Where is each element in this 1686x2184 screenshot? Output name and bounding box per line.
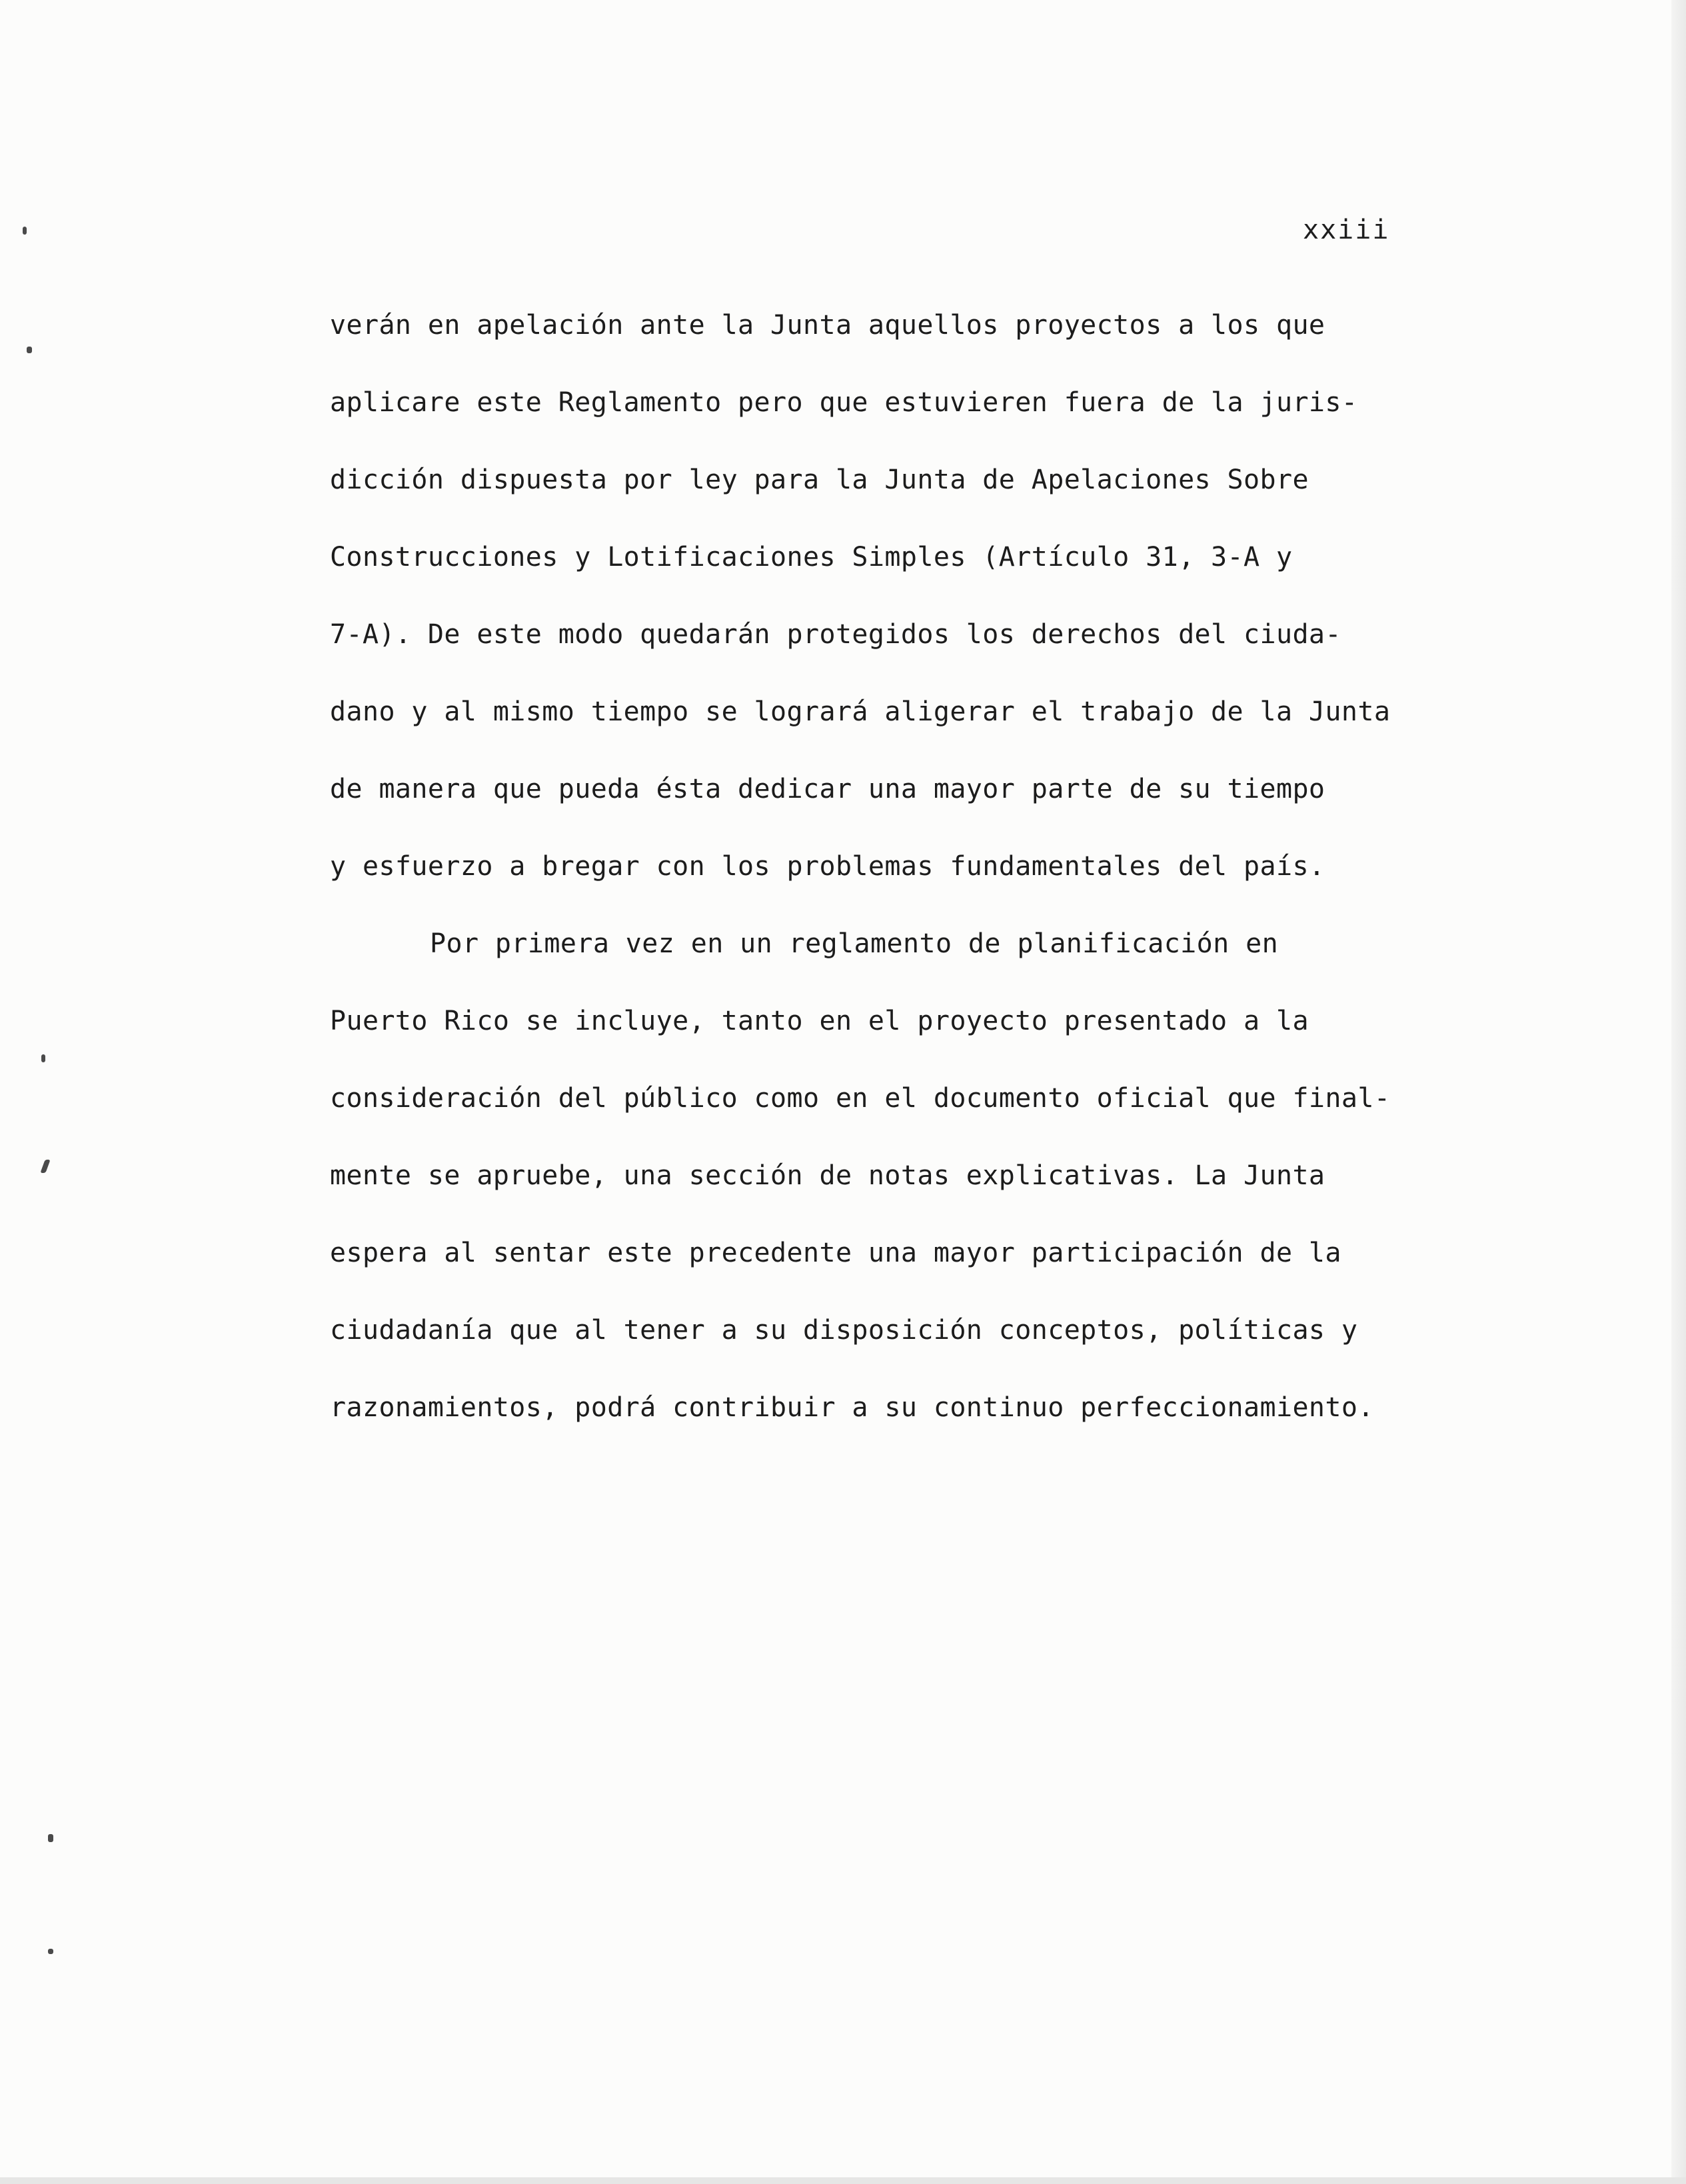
- page-edge-shadow: [1671, 0, 1686, 2184]
- paragraph-first-line: Por primera vez en un reglamento de planificación en: [430, 928, 1279, 959]
- text-line: dicción dispuesta por ley para la Junta de Apelaciones Sobre: [330, 465, 1309, 495]
- text-line: Puerto Rico se incluye, tanto en el proyecto presentado a la: [330, 1006, 1309, 1036]
- text-line: de manera que pueda ésta dedicar una mayor parte de su tiempo: [330, 774, 1325, 804]
- text-line: razonamientos, podrá contribuir a su continuo perfeccionamiento.: [330, 1392, 1374, 1423]
- text-line: mente se apruebe, una sección de notas explicativas. La Junta: [330, 1160, 1325, 1191]
- text-line: aplicare este Reglamento pero que estuvieren fuera de la juris-: [330, 387, 1358, 418]
- scan-mark: [40, 1160, 50, 1173]
- text-line: ciudadanía que al tener a su disposición conceptos, políticas y: [330, 1315, 1358, 1346]
- text-line: y esfuerzo a bregar con los problemas fundamentales del país.: [330, 851, 1325, 882]
- body-text: [330, 287, 1449, 1446]
- text-line: 7-A). De este modo quedarán protegidos los derechos del ciuda-: [330, 619, 1341, 650]
- scan-mark: [23, 227, 27, 235]
- page-bottom-edge: [0, 2177, 1686, 2184]
- text-line: espera al sentar este precedente una mayor participación de la: [330, 1238, 1341, 1268]
- text-line: consideración del público como en el documento oficial que final-: [330, 1083, 1391, 1114]
- text-line: Construcciones y Lotificaciones Simples (Artículo 31, 3-A y: [330, 542, 1293, 572]
- text-line: dano y al mismo tiempo se logrará aligerar el trabajo de la Junta: [330, 696, 1391, 727]
- text-line: verán en apelación ante la Junta aquellos proyectos a los que: [330, 310, 1325, 341]
- scan-mark: [27, 347, 32, 353]
- scan-mark: [48, 1949, 53, 1954]
- scan-mark: [48, 1834, 53, 1842]
- page-number: xxiii: [1303, 215, 1390, 245]
- scan-mark: [41, 1054, 45, 1062]
